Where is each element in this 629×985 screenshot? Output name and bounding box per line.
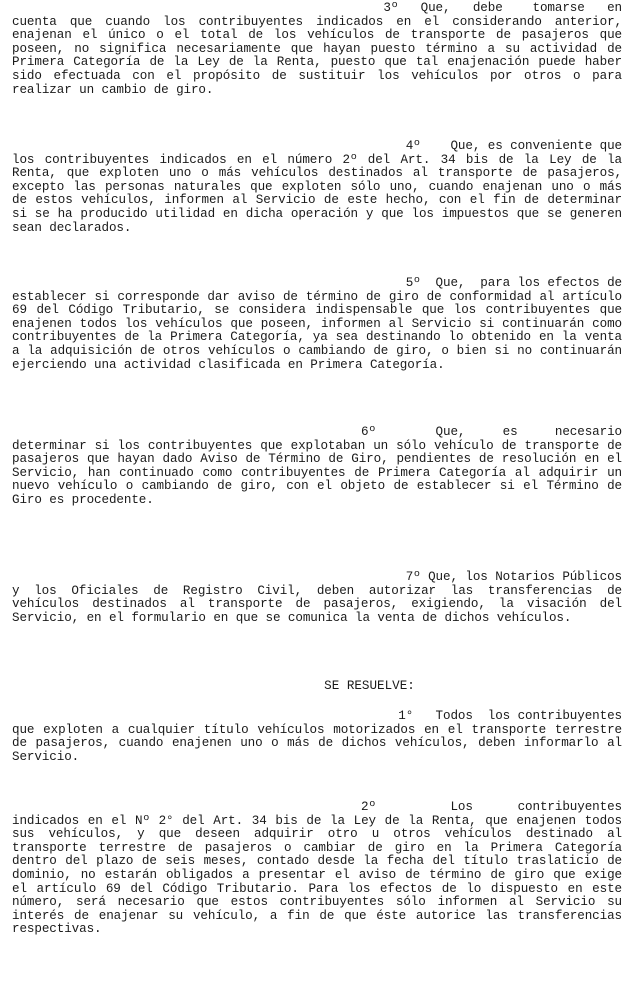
paragraph-lead: 5º Que, para los efectos de bbox=[405, 276, 622, 290]
paragraph-body: indicados en el Nº 2° del Art. 34 bis de la Ley de la Renta, que enajenen todos sus vehículos, y que deseen adquirir otro u otros vehículos destinado al transporte terrestre de pasajeros o cambiar de giro en la Primera Categoría dentro del plazo de seis meses, contado desde la fecha del título traslaticio de dominio, no estarán obligados a presentar el aviso de término de giro que exige el artículo 69 del Código Tributario. Para los efectos de lo dispuesto en este número, será necesario que estos contribuyentes sólo informen al Servicio su interés de enajenar su vehículo, a fin de que éste autorice las transferencias respectivas. bbox=[12, 813, 622, 937]
resolve-heading: SE RESUELVE: bbox=[324, 679, 415, 693]
considerando-5 bbox=[12, 277, 622, 372]
considerando-4 bbox=[12, 140, 622, 235]
paragraph-lead: 1° Todos los contribuyentes bbox=[398, 709, 622, 723]
considerando-7 bbox=[12, 571, 622, 625]
paragraph-lead: 6º Que, es necesario bbox=[360, 425, 622, 439]
paragraph-body: cuenta que cuando los contribuyentes indicados en el considerando anterior, enajenan el único o el total de los vehículos de transporte de pasajeros que poseen, no significa necesariamente que hayan puesto término a su actividad de Primera Categoría de la Ley de la Renta, puesto que tal enajenación puede haber sido efectuada con el propósito de sustituir los vehículos por otros o para realizar un cambio de giro. bbox=[12, 14, 622, 97]
resolution-2 bbox=[12, 801, 622, 937]
paragraph-body: determinar si los contribuyentes que explotaban un sólo vehículo de transporte de pasajeros que hayan dado Aviso de Término de Giro, pendientes de resolución en el Servicio, han continuado como contribuyentes de Primera Categoría al adquirir un nuevo vehículo o cambiando de giro, con el objeto de establecer si el Término de Giro es procedente. bbox=[12, 438, 622, 507]
paragraph-lead: 7º Que, los Notarios Públicos bbox=[405, 570, 622, 584]
considerando-3 bbox=[12, 2, 622, 97]
resolution-1 bbox=[12, 710, 622, 764]
paragraph-lead: 3º Que, debe tomarse en bbox=[383, 1, 622, 15]
paragraph-lead: 4º Que, es conveniente que bbox=[405, 139, 622, 153]
paragraph-lead: 2º Los contribuyentes bbox=[360, 800, 622, 814]
paragraph-body: y los Oficiales de Registro Civil, deben autorizar las transferencias de vehículos destinados al transporte de pasajeros, exigiendo, la visación del Servicio, en el formulario en que se comunica la venta de dichos vehículos. bbox=[12, 583, 622, 625]
considerando-6 bbox=[12, 426, 622, 508]
paragraph-body: establecer si corresponde dar aviso de término de giro de conformidad al artículo 69 del Código Tributario, se considera indispensable que los contribuyentes que enajenen todos los vehículos que poseen, informen al Servicio si continuarán como contribuyentes de la Primera Categoría, ya sea destinando lo obtenido en la venta a la adquisición de otros vehículos o cambiando de giro, o bien si no continuarán ejerciendo una actividad clasificada en Primera Categoría. bbox=[12, 289, 622, 372]
paragraph-body: que exploten a cualquier título vehículos motorizados en el transporte terrestre de pasajeros, cuando enajenen uno o más de dichos vehículos, deben informarlo al Servicio. bbox=[12, 722, 622, 764]
paragraph-body: los contribuyentes indicados en el número 2º del Art. 34 bis de la Ley de la Renta, que exploten uno o más vehículos destinados al transporte de pasajeros, excepto las personas naturales que exploten sólo uno, cuando enajenan uno o más de estos vehículos, informen al Servicio de este hecho, con el fin de determinar si se ha producido utilidad en dicha operación y que los impuestos que se generen sean declarados. bbox=[12, 152, 622, 235]
